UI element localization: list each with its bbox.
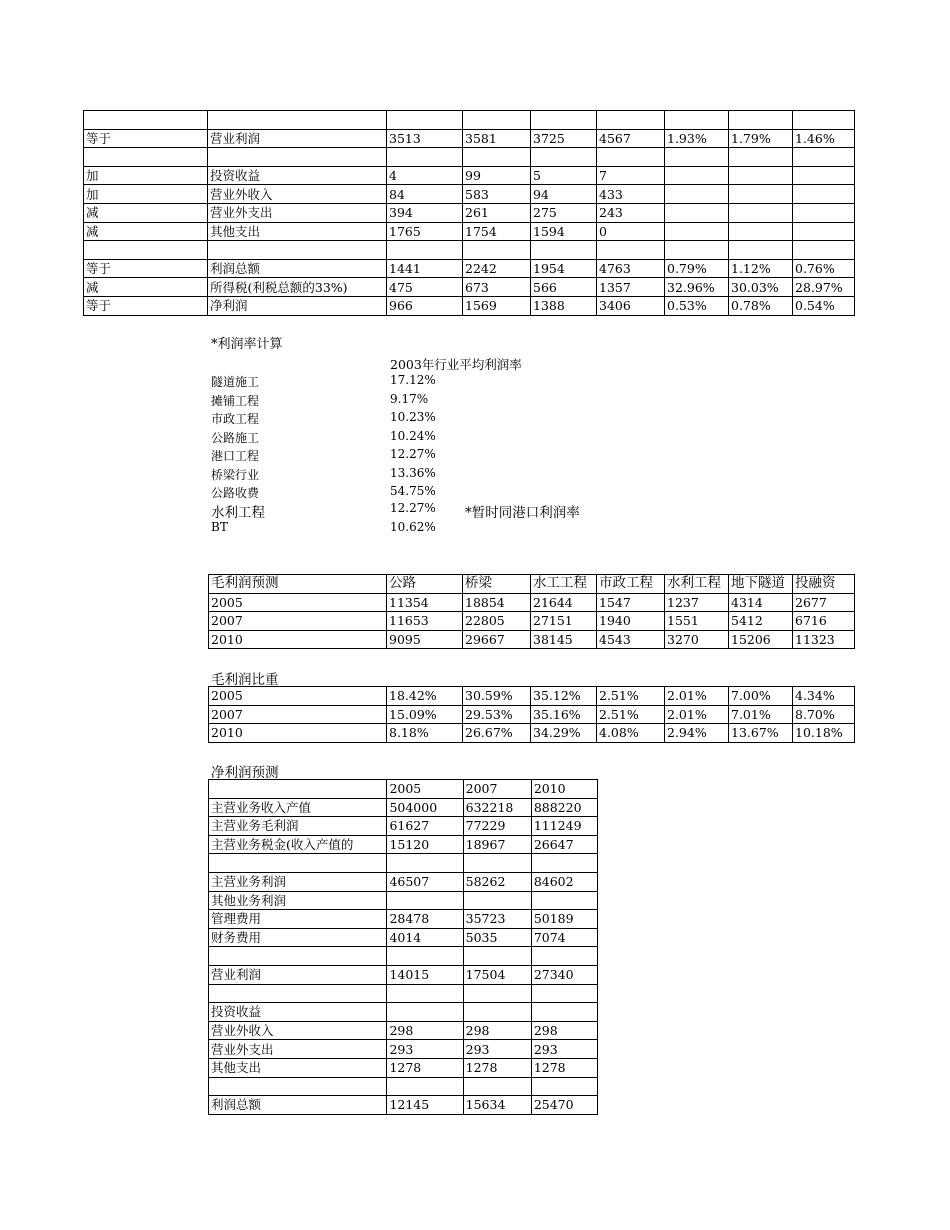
table-cell: 5412 [729, 612, 793, 631]
table-cell: 394 [387, 203, 463, 222]
gross-share-row [209, 724, 855, 743]
table-cell: 18854 [463, 593, 531, 612]
table-cell: 2677 [793, 593, 855, 612]
table-cell [387, 947, 463, 966]
table-cell: 所得税(利税总额的33%) [208, 278, 387, 297]
table-cell: 21644 [531, 593, 597, 612]
table-cell [531, 891, 597, 910]
table-cell: 14015 [387, 965, 463, 984]
income-row [84, 129, 855, 148]
income-row [84, 185, 855, 204]
table-cell [793, 166, 855, 185]
table-cell: 433 [597, 185, 665, 204]
table-cell: 2005 [387, 780, 463, 799]
net-forecast-row [209, 1077, 598, 1096]
table-cell: 58262 [463, 872, 531, 891]
net-forecast-row [209, 835, 598, 854]
table-cell: 主营业务利润 [209, 872, 387, 891]
table-cell: 12145 [387, 1096, 463, 1115]
income-row [84, 203, 855, 222]
table-cell: 等于 [84, 296, 208, 315]
table-cell [531, 1077, 597, 1096]
table-cell: 25470 [531, 1096, 597, 1115]
table-cell: 32.96% [665, 278, 729, 297]
table-cell: 4014 [387, 928, 463, 947]
table-cell: 11354 [387, 593, 463, 612]
table-cell: 15120 [387, 835, 463, 854]
table-cell: 4763 [597, 259, 665, 278]
profit-rate-header: 2003年行业平均利润率 [390, 357, 522, 372]
net-forecast-row [209, 798, 598, 817]
table-cell [729, 185, 793, 204]
table-cell [531, 854, 597, 873]
table-cell: 293 [463, 1040, 531, 1059]
table-cell: 利润总额 [209, 1096, 387, 1115]
table-cell: 15.09% [387, 705, 463, 724]
table-cell: 2007 [209, 705, 387, 724]
table-cell [84, 148, 208, 167]
table-cell: 管理费用 [209, 910, 387, 929]
table-cell: 673 [463, 278, 531, 297]
table-cell: 84 [387, 185, 463, 204]
column-header: 桥梁 [463, 575, 531, 594]
net-forecast-row [209, 984, 598, 1003]
table-cell [463, 1077, 531, 1096]
industry-name: 隧道施工 [211, 375, 260, 389]
table-cell: 2010 [209, 630, 387, 649]
table-cell: 11653 [387, 612, 463, 631]
table-cell: 30.59% [463, 687, 531, 706]
table-cell: 利润总额 [208, 259, 387, 278]
table-cell: 2.01% [665, 705, 729, 724]
table-cell: 15206 [729, 630, 793, 649]
income-row [84, 259, 855, 278]
industry-rate: 12.27% [390, 501, 436, 515]
column-header: 地下隧道 [729, 575, 793, 594]
profit-rate-row [211, 373, 631, 391]
table-cell: 2010 [209, 724, 387, 743]
table-cell: 4543 [597, 630, 665, 649]
column-header: 水利工程 [665, 575, 729, 594]
table-cell: 0.78% [729, 296, 793, 315]
gross-profit-share-table [208, 686, 855, 743]
table-cell: 3270 [665, 630, 729, 649]
table-cell [463, 854, 531, 873]
table-cell: 1569 [463, 296, 531, 315]
table-cell: 22805 [463, 612, 531, 631]
table-cell: 27151 [531, 612, 597, 631]
table-cell [387, 1077, 463, 1096]
table-cell [531, 1003, 597, 1022]
net-forecast-row [209, 891, 598, 910]
table-cell: 0 [597, 222, 665, 241]
table-cell: 1.46% [793, 129, 855, 148]
table-cell: 加 [84, 166, 208, 185]
table-cell: 3725 [531, 129, 597, 148]
profit-rate-row [211, 484, 631, 502]
net-forecast-row [209, 1058, 598, 1077]
table-cell: 6716 [793, 612, 855, 631]
table-cell: 3406 [597, 296, 665, 315]
table-cell: 2007 [209, 612, 387, 631]
industry-name: 公路施工 [211, 431, 260, 445]
column-header: 毛利润预测 [209, 575, 387, 594]
column-header: 公路 [387, 575, 463, 594]
table-cell: 减 [84, 222, 208, 241]
table-cell [387, 241, 463, 260]
table-cell [729, 222, 793, 241]
table-cell [209, 947, 387, 966]
industry-name: 市政工程 [211, 412, 260, 426]
table-cell [208, 111, 387, 130]
rate-note: *暂时同港口利润率 [465, 505, 580, 521]
table-cell: 30.03% [729, 278, 793, 297]
net-forecast-row [209, 817, 598, 836]
table-cell: 营业利润 [208, 129, 387, 148]
table-cell: 1594 [531, 222, 597, 241]
net-forecast-row [209, 910, 598, 929]
table-cell: 7074 [531, 928, 597, 947]
table-cell: 50189 [531, 910, 597, 929]
table-cell: 2007 [463, 780, 531, 799]
table-cell: 1551 [665, 612, 729, 631]
table-cell: 加 [84, 185, 208, 204]
table-cell [84, 111, 208, 130]
table-cell: 888220 [531, 798, 597, 817]
table-cell: 营业外支出 [208, 203, 387, 222]
income-row [84, 111, 855, 130]
table-cell [387, 1003, 463, 1022]
table-cell [387, 891, 463, 910]
industry-name: 水利工程 [211, 505, 265, 521]
table-cell [729, 148, 793, 167]
table-cell: 5035 [463, 928, 531, 947]
profit-rate-row [211, 501, 631, 519]
table-cell: 632218 [463, 798, 531, 817]
profit-rate-row [211, 429, 631, 447]
gross-share-title: 毛利润比重 [211, 672, 279, 688]
table-cell: 8.70% [793, 705, 855, 724]
table-cell: 298 [463, 1021, 531, 1040]
table-cell: 1765 [387, 222, 463, 241]
table-cell: 966 [387, 296, 463, 315]
table-cell [209, 1077, 387, 1096]
table-cell: 475 [387, 278, 463, 297]
table-cell: 3581 [463, 129, 531, 148]
table-cell: 投资收益 [208, 166, 387, 185]
table-cell: 298 [531, 1021, 597, 1040]
table-cell [597, 111, 665, 130]
table-cell [209, 984, 387, 1003]
table-cell: 26.67% [463, 724, 531, 743]
table-cell: 1388 [531, 296, 597, 315]
table-cell: 0.54% [793, 296, 855, 315]
table-cell: 减 [84, 278, 208, 297]
table-cell: 298 [387, 1021, 463, 1040]
table-cell: 2.94% [665, 724, 729, 743]
industry-rate: 10.24% [390, 429, 436, 443]
table-cell [463, 148, 531, 167]
table-cell [665, 203, 729, 222]
table-cell: 35723 [463, 910, 531, 929]
table-cell [729, 111, 793, 130]
table-cell [208, 148, 387, 167]
table-cell: 1278 [531, 1058, 597, 1077]
industry-name: 桥梁行业 [211, 468, 260, 482]
table-cell: 1.12% [729, 259, 793, 278]
table-cell: 261 [463, 203, 531, 222]
table-cell: 其他业务利润 [209, 891, 387, 910]
table-cell: 4.34% [793, 687, 855, 706]
table-cell [793, 185, 855, 204]
table-cell [387, 854, 463, 873]
table-cell [463, 947, 531, 966]
profit-rate-row [211, 466, 631, 484]
table-cell: 1237 [665, 593, 729, 612]
table-cell [665, 148, 729, 167]
table-cell [531, 241, 597, 260]
table-cell: 583 [463, 185, 531, 204]
net-forecast-row [209, 1021, 598, 1040]
net-profit-forecast-table [208, 779, 598, 1115]
table-cell [665, 111, 729, 130]
gross-share-row [209, 687, 855, 706]
table-cell: 77229 [463, 817, 531, 836]
net-forecast-row [209, 872, 598, 891]
table-cell [463, 111, 531, 130]
table-cell: 1441 [387, 259, 463, 278]
table-cell: 0.76% [793, 259, 855, 278]
table-cell: 主营业务税金(收入产值的 [209, 835, 387, 854]
table-cell [531, 984, 597, 1003]
table-cell [793, 222, 855, 241]
table-cell: 13.67% [729, 724, 793, 743]
table-cell: 7.01% [729, 705, 793, 724]
table-cell: 26647 [531, 835, 597, 854]
table-cell: 38145 [531, 630, 597, 649]
table-cell: 1547 [597, 593, 665, 612]
table-cell: 1940 [597, 612, 665, 631]
table-cell [665, 222, 729, 241]
table-cell: 2010 [531, 780, 597, 799]
table-cell [665, 166, 729, 185]
table-cell [793, 203, 855, 222]
table-cell: 11323 [793, 630, 855, 649]
table-cell: 293 [387, 1040, 463, 1059]
table-cell: 其他支出 [209, 1058, 387, 1077]
table-cell: 1.79% [729, 129, 793, 148]
table-cell [665, 241, 729, 260]
net-forecast-row [209, 947, 598, 966]
table-cell: 4 [387, 166, 463, 185]
table-cell: 293 [531, 1040, 597, 1059]
table-cell: 7 [597, 166, 665, 185]
table-cell [209, 854, 387, 873]
table-cell [531, 148, 597, 167]
gross-forecast-row [209, 593, 855, 612]
table-cell: 营业外支出 [209, 1040, 387, 1059]
profit-rate-row [211, 410, 631, 428]
column-header: 水工工程 [531, 575, 597, 594]
profit-rate-row [211, 520, 631, 538]
table-cell: 7.00% [729, 687, 793, 706]
table-cell: 2005 [209, 687, 387, 706]
table-cell: 46507 [387, 872, 463, 891]
table-cell: 0.79% [665, 259, 729, 278]
table-cell: 275 [531, 203, 597, 222]
table-cell: 5 [531, 166, 597, 185]
table-cell: 61627 [387, 817, 463, 836]
table-cell: 8.18% [387, 724, 463, 743]
table-cell: 94 [531, 185, 597, 204]
table-cell: 2.01% [665, 687, 729, 706]
table-cell: 1.93% [665, 129, 729, 148]
income-row [84, 278, 855, 297]
table-cell: 0.53% [665, 296, 729, 315]
table-cell: 84602 [531, 872, 597, 891]
net-forecast-row [209, 854, 598, 873]
table-cell: 18967 [463, 835, 531, 854]
table-cell: 28478 [387, 910, 463, 929]
table-cell: 1954 [531, 259, 597, 278]
income-row [84, 296, 855, 315]
table-cell: 29667 [463, 630, 531, 649]
table-cell: 111249 [531, 817, 597, 836]
table-cell: 2.51% [597, 705, 665, 724]
table-cell: 18.42% [387, 687, 463, 706]
table-cell: 3513 [387, 129, 463, 148]
gross-forecast-header-row [209, 575, 855, 594]
table-cell [463, 1003, 531, 1022]
gross-forecast-row [209, 630, 855, 649]
net-forecast-row [209, 1040, 598, 1059]
table-cell: 9095 [387, 630, 463, 649]
net-forecast-title: 净利润预测 [211, 765, 279, 781]
table-cell: 减 [84, 203, 208, 222]
table-cell: 等于 [84, 259, 208, 278]
table-cell: 主营业务毛利润 [209, 817, 387, 836]
table-cell [729, 166, 793, 185]
table-cell [531, 947, 597, 966]
industry-name: 摊铺工程 [211, 394, 260, 408]
table-cell [597, 148, 665, 167]
industry-rate: 12.27% [390, 447, 436, 461]
net-forecast-row [209, 965, 598, 984]
table-cell [729, 203, 793, 222]
table-cell [387, 148, 463, 167]
table-cell: 营业外收入 [208, 185, 387, 204]
net-forecast-row [209, 1003, 598, 1022]
table-cell: 等于 [84, 129, 208, 148]
table-cell: 主营业务收入产值 [209, 798, 387, 817]
table-cell [208, 241, 387, 260]
table-cell: 4314 [729, 593, 793, 612]
table-cell: 2242 [463, 259, 531, 278]
table-cell [463, 241, 531, 260]
table-cell: 其他支出 [208, 222, 387, 241]
table-cell: 财务费用 [209, 928, 387, 947]
table-cell [463, 891, 531, 910]
table-cell [729, 241, 793, 260]
table-cell: 1278 [387, 1058, 463, 1077]
table-cell: 28.97% [793, 278, 855, 297]
table-cell: 243 [597, 203, 665, 222]
column-header: 投融资 [793, 575, 855, 594]
gross-share-row [209, 705, 855, 724]
table-cell: 99 [463, 166, 531, 185]
table-cell [84, 241, 208, 260]
industry-rate: 10.62% [390, 520, 436, 534]
net-forecast-row [209, 1096, 598, 1115]
table-cell [531, 111, 597, 130]
table-cell: 1357 [597, 278, 665, 297]
income-statement-table [83, 110, 855, 316]
income-row [84, 241, 855, 260]
table-cell: 35.12% [531, 687, 597, 706]
profit-rate-title: *利润率计算 [211, 337, 283, 352]
income-row [84, 148, 855, 167]
industry-name: 公路收费 [211, 486, 260, 500]
income-row [84, 166, 855, 185]
table-cell: 29.53% [463, 705, 531, 724]
net-forecast-row [209, 928, 598, 947]
table-cell: 15634 [463, 1096, 531, 1115]
table-cell: 2005 [209, 593, 387, 612]
table-cell: 34.29% [531, 724, 597, 743]
table-cell [793, 111, 855, 130]
table-cell: 4.08% [597, 724, 665, 743]
table-cell: 投资收益 [209, 1003, 387, 1022]
gross-profit-forecast-table [208, 574, 855, 649]
table-cell: 504000 [387, 798, 463, 817]
table-cell: 2.51% [597, 687, 665, 706]
table-cell [387, 111, 463, 130]
net-forecast-row [209, 780, 598, 799]
table-cell: 1754 [463, 222, 531, 241]
table-cell [665, 185, 729, 204]
table-cell: 4567 [597, 129, 665, 148]
table-cell: 17504 [463, 965, 531, 984]
table-cell: 27340 [531, 965, 597, 984]
table-cell [793, 241, 855, 260]
table-cell: 1278 [463, 1058, 531, 1077]
table-cell [793, 148, 855, 167]
profit-rate-row [211, 392, 631, 410]
gross-forecast-row [209, 612, 855, 631]
table-cell: 35.16% [531, 705, 597, 724]
profit-rate-row [211, 447, 631, 465]
industry-rate: 54.75% [390, 484, 436, 498]
column-header: 市政工程 [597, 575, 665, 594]
table-cell: 营业利润 [209, 965, 387, 984]
income-row [84, 222, 855, 241]
table-cell: 营业外收入 [209, 1021, 387, 1040]
industry-name: 港口工程 [211, 449, 260, 463]
table-cell: 净利润 [208, 296, 387, 315]
table-cell [463, 984, 531, 1003]
industry-rate: 9.17% [390, 392, 429, 406]
table-cell: 566 [531, 278, 597, 297]
industry-rate: 17.12% [390, 373, 436, 387]
table-cell [387, 984, 463, 1003]
table-cell [597, 241, 665, 260]
table-cell: 10.18% [793, 724, 855, 743]
industry-name: BT [211, 520, 228, 534]
industry-rate: 13.36% [390, 466, 436, 480]
table-cell [209, 780, 387, 799]
industry-rate: 10.23% [390, 410, 436, 424]
